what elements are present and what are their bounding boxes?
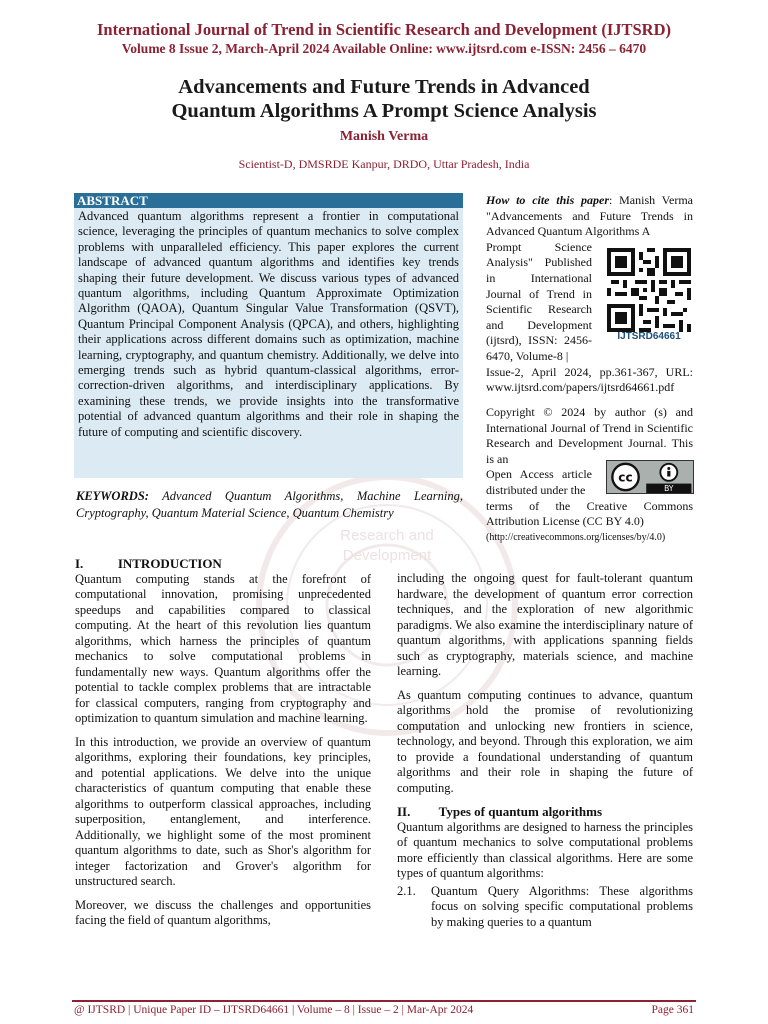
- keywords-list: Advanced Quantum Algorithms, Machine Learning, Cryptography, Quantum Material Science, Quantum Chemistry: [76, 489, 463, 520]
- list-item: [397, 884, 693, 931]
- qr-paper-id: IJTSRD64661: [617, 331, 681, 342]
- citation-label: How to cite this paper: [486, 193, 610, 207]
- section-number: II.: [397, 804, 411, 819]
- by-glyph: BY: [664, 484, 674, 494]
- copyright-text-1: Copyright © 2024 by author (s) and International Journal of Trend in Scientific Research and Development Journal. This is an: [486, 405, 693, 466]
- keywords: [76, 488, 463, 522]
- types-paragraph: Quantum algorithms are designed to harness the principles of quantum mechanics to solve computational problems more efficiently than classical algorithms. Here are some types of quantum algorithms:: [397, 819, 693, 880]
- journal-title: International Journal of Trend in Scientific Research and Development (IJTSRD): [97, 20, 671, 39]
- page-number: Page 361: [651, 1004, 694, 1016]
- citation-narrow-text: Prompt Science Analysis" Published in International Journal of Trend in Scientific Research and Development (ijtsrd), ISSN: 2456-6470, Volume-8 |: [486, 239, 592, 363]
- citation-line1: : Manish Verma "Advancements and Future Trends in Advanced Quantum Algorithms A: [486, 193, 694, 239]
- copyright-text-2: terms of the Creative Commons Attribution License (CC BY 4.0): [486, 498, 693, 529]
- page-footer: [74, 1004, 694, 1016]
- footer-info: @ IJTSRD | Unique Paper ID – IJTSRD64661 | Volume – 8 | Issue – 2 | Mar-Apr 2024: [74, 1004, 474, 1016]
- copyright-narrow: Open Access article distributed under the: [486, 467, 592, 497]
- list-item-number: 2.1.: [397, 883, 416, 898]
- watermark-line-1: Research and: [340, 527, 434, 544]
- journal-volume-info: Volume 8 Issue 2, March-April 2024 Available Online: www.ijtsrd.com e-ISSN: 2456 – 6470: [121, 41, 647, 56]
- section-heading-types: [397, 804, 693, 820]
- intro-paragraph-1: Quantum computing stands at the forefront of computational innovation, promising unprecedented speedups and capabilities compared to classical computing. At the heart of this revolution lies quantum algorithms, which harness the principles of quantum mechanics to solve computational problems in fundamentally new ways. Quantum algorithms offer the potential to tackle complex problems that are intractable for classical computers, ranging from cryptography and optimization to quantum simulation and machine learning.: [75, 571, 371, 725]
- section-title: Types of quantum algorithms: [438, 804, 603, 819]
- author-name: Manish Verma: [339, 129, 429, 144]
- keywords-label: KEYWORDS:: [76, 489, 149, 503]
- cc-glyph: cc: [618, 470, 633, 485]
- qr-code-icon: [607, 248, 691, 332]
- abstract-heading: ABSTRACT: [74, 193, 463, 208]
- right-body-column: [397, 571, 693, 930]
- intro-paragraph-3: Moreover, we discuss the challenges and opportunities facing the field of quantum algorithms,: [75, 897, 371, 927]
- author-affiliation: Scientist-D, DMSRDE Kanpur, DRDO, Uttar Pradesh, India: [238, 157, 530, 171]
- section-number: I.: [75, 556, 84, 571]
- section-heading-introduction: [75, 556, 371, 572]
- paper-title-line-2: Quantum Algorithms A Prompt Science Analysis: [171, 100, 597, 122]
- left-body-column: [75, 556, 371, 937]
- right-paragraph-2: As quantum computing continues to advance, quantum algorithms hold the promise of revolutionizing computation and unlocking new frontiers in science, technology, and beyond. Through this exploration, we aim to provide a foundational understanding of quantum algorithms and their role in shaping the future of computing.: [397, 687, 693, 795]
- citation-rest: Issue-2, April 2024, pp.361-367, URL: www.ijtsrd.com/papers/ijtsrd64661.pdf: [486, 364, 693, 395]
- intro-paragraph-2: In this introduction, we provide an overview of quantum algorithms, exploring their foundations, key principles, and potential applications. We delve into the unique characteristics of quantum computing that enable these algorithms to outperform classical approaches, including superposition, entanglement, and interference. Additionally, we highlight some of the most prominent quantum algorithms to date, such as Shor's algorithm for integer factorization and Grover's algorithm for unstructured search.: [75, 734, 371, 888]
- footer-rule: [72, 1000, 696, 1002]
- list-item-text: Quantum Query Algorithms: These algorithms focus on solving specific computational problems by making queries to a quantum: [431, 883, 693, 929]
- right-paragraph-1: including the ongoing quest for fault-tolerant quantum hardware, the development of quantum error correction techniques, and the exploration of new algorithmic paradigms. We also examine the interdisciplinary nature of quantum algorithms, with applications spanning fields such as cryptography, materials science, and machine learning.: [397, 571, 693, 678]
- cc-by-license-icon: [606, 460, 694, 494]
- watermark-line-2: Development: [342, 547, 432, 564]
- abstract-text: Advanced quantum algorithms represent a frontier in computational science, leveraging the principles of quantum mechanics to solve complex problems with unparalleled efficiency. This paper explores the current landscape of advanced quantum algorithms and identifies key trends shaping their future development. We discuss various types of advanced quantum algorithms, including Quantum Approximate Optimization Algorithm (QAOA), Quantum Singular Value Transformation (QSVT), Quantum Principal Component Analysis (QPCA), and others, highlighting their applications across different domains such as optimization, machine learning, cryptography, and quantum chemistry. Additionally, we delve into emerging trends such as hybrid quantum-classical algorithms, error-correction-driven algorithms, and interdisciplinary applications. By examining these trends, we provide insights into the transformative potential of advanced quantum algorithms and their role in shaping the future of computing and scientific discovery.: [74, 208, 463, 478]
- paper-title-line-1: Advancements and Future Trends in Advanced: [178, 76, 590, 98]
- license-url: (http://creativecommons.org/licenses/by/4.0): [486, 531, 666, 543]
- section-title: INTRODUCTION: [117, 556, 222, 571]
- paper-title: [60, 75, 708, 123]
